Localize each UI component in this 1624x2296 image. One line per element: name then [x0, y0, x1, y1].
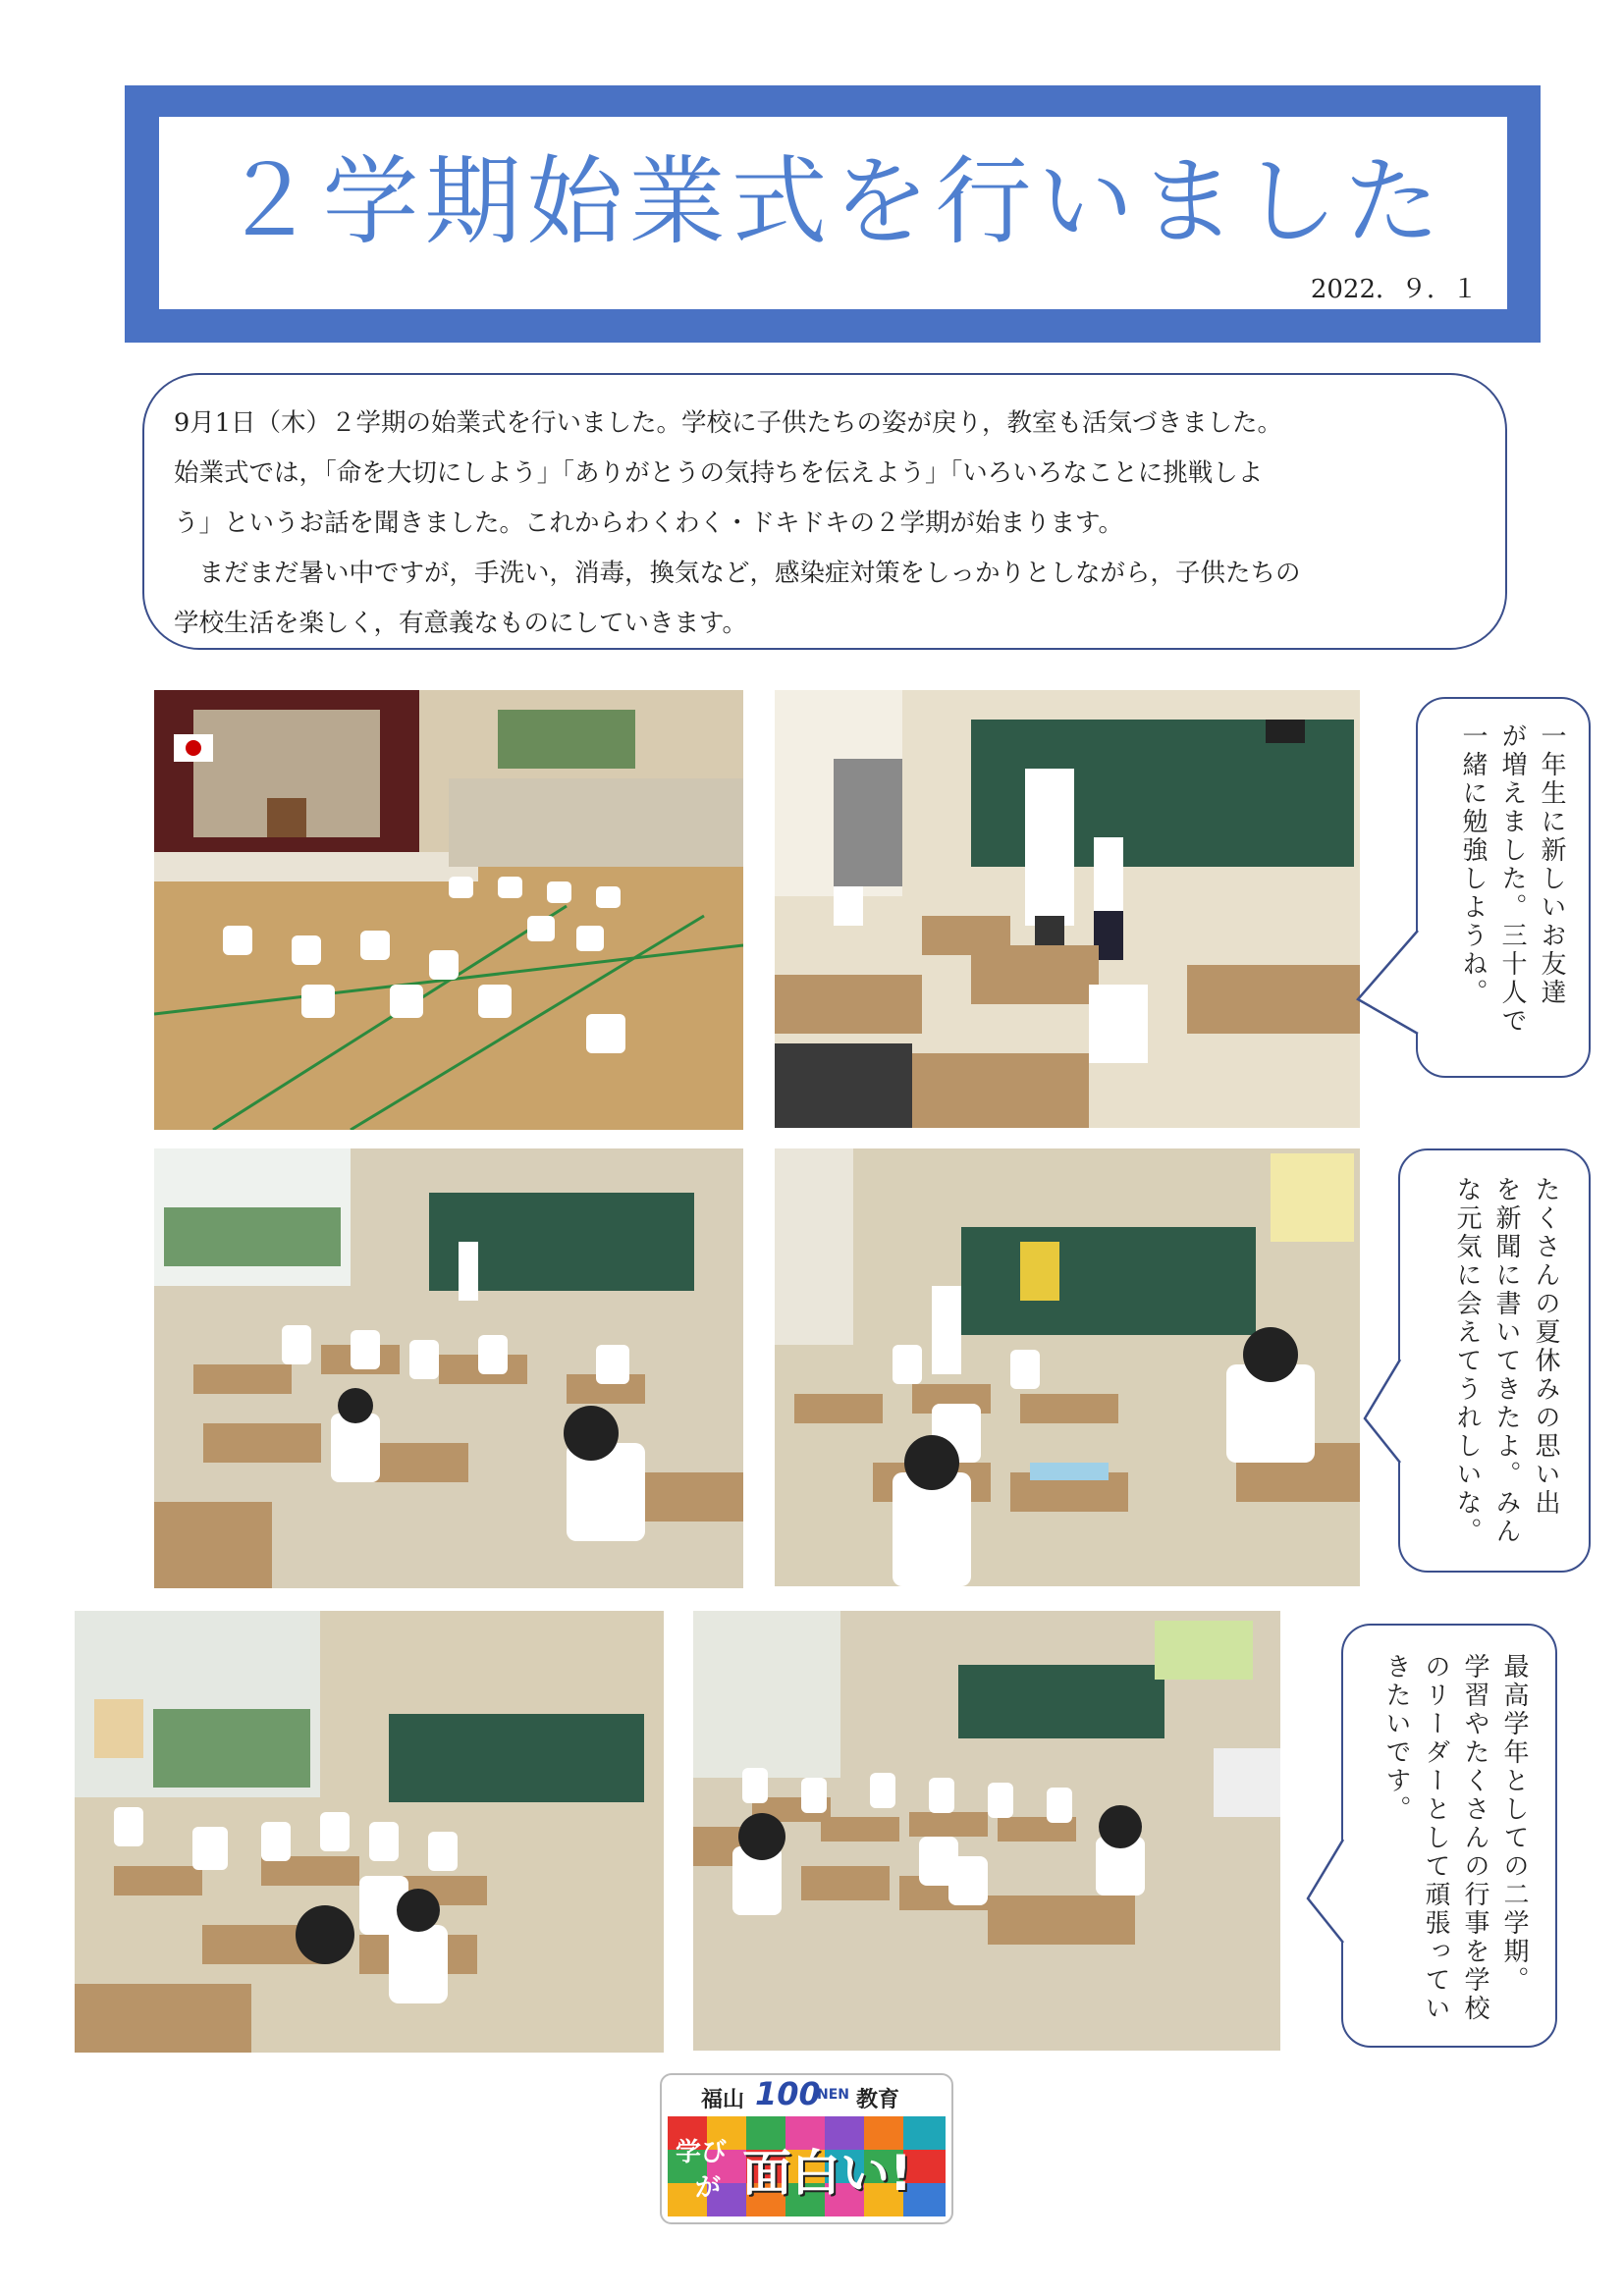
bubble-grade6-tail — [1306, 1840, 1345, 1948]
logo-slogan-a: 学び — [676, 2138, 728, 2167]
logo-edu: 教育 — [856, 2088, 900, 2112]
logo-slogan-b: が — [695, 2173, 722, 2203]
title-box — [159, 117, 1507, 309]
logo-city: 福山 — [701, 2088, 745, 2112]
photo-classroom-3 — [775, 1148, 1360, 1586]
speech-bubble-summer — [1398, 1148, 1591, 1573]
photo-grade6-classroom — [693, 1611, 1280, 2051]
photo-gym-ceremony — [154, 690, 743, 1130]
bubble-grade6-text: 最高学年としての二学期。 学習やたくさんの行事を学校 のリーダーとして頑張ってい きたいです。 — [1381, 1653, 1529, 2023]
fukuyama-100nen-logo — [660, 2073, 953, 2224]
logo-header — [662, 2075, 951, 2114]
photo-grade1-classroom — [775, 690, 1360, 1128]
page-title: ２学期始業式を行いました — [220, 146, 1446, 258]
logo-num: 100 — [755, 2075, 821, 2112]
speech-bubble-grade1 — [1416, 697, 1591, 1078]
intro-bubble — [142, 373, 1507, 650]
speech-bubble-grade6 — [1341, 1624, 1557, 2048]
photo-classroom-4 — [75, 1611, 664, 2053]
bubble-grade1-text: 一年生に新しいお友達 が増えました。三十人で 一緒に勉強しようね。 — [1458, 722, 1566, 1036]
logo-nen: NEN — [817, 2087, 849, 2103]
bubble-summer-text: たくさんの夏休みの思い出 を新聞に書いてきたよ。みん な元気に会えてうれしいな。 — [1452, 1176, 1560, 1546]
intro-text: 9月1日（木）２学期の始業式を行いました。学校に子供たちの姿が戻り，教室も活気づきました。 始業式では，「命を大切にしよう」「ありがとうの気持ちを伝えよう」「いろいろなことに挑戦しよ う」というお話を聞きました。これからわくわく・ドキドキの２学期が始まります。 まだまだ暑い中ですが，手洗い，消毒，換気など，感染症対策をしっかりとしながら，子供たちの 学校生活を楽しく，有意義なものにしていきます。 — [174, 408, 1301, 638]
date-label: 2022．９．１ — [1310, 275, 1478, 304]
logo-slogan-c: 面白い! — [742, 2145, 912, 2202]
photo-classroom-2 — [154, 1148, 743, 1588]
bubble-grade1-tail — [1356, 931, 1420, 1039]
bubble-summer-tail — [1363, 1360, 1402, 1468]
